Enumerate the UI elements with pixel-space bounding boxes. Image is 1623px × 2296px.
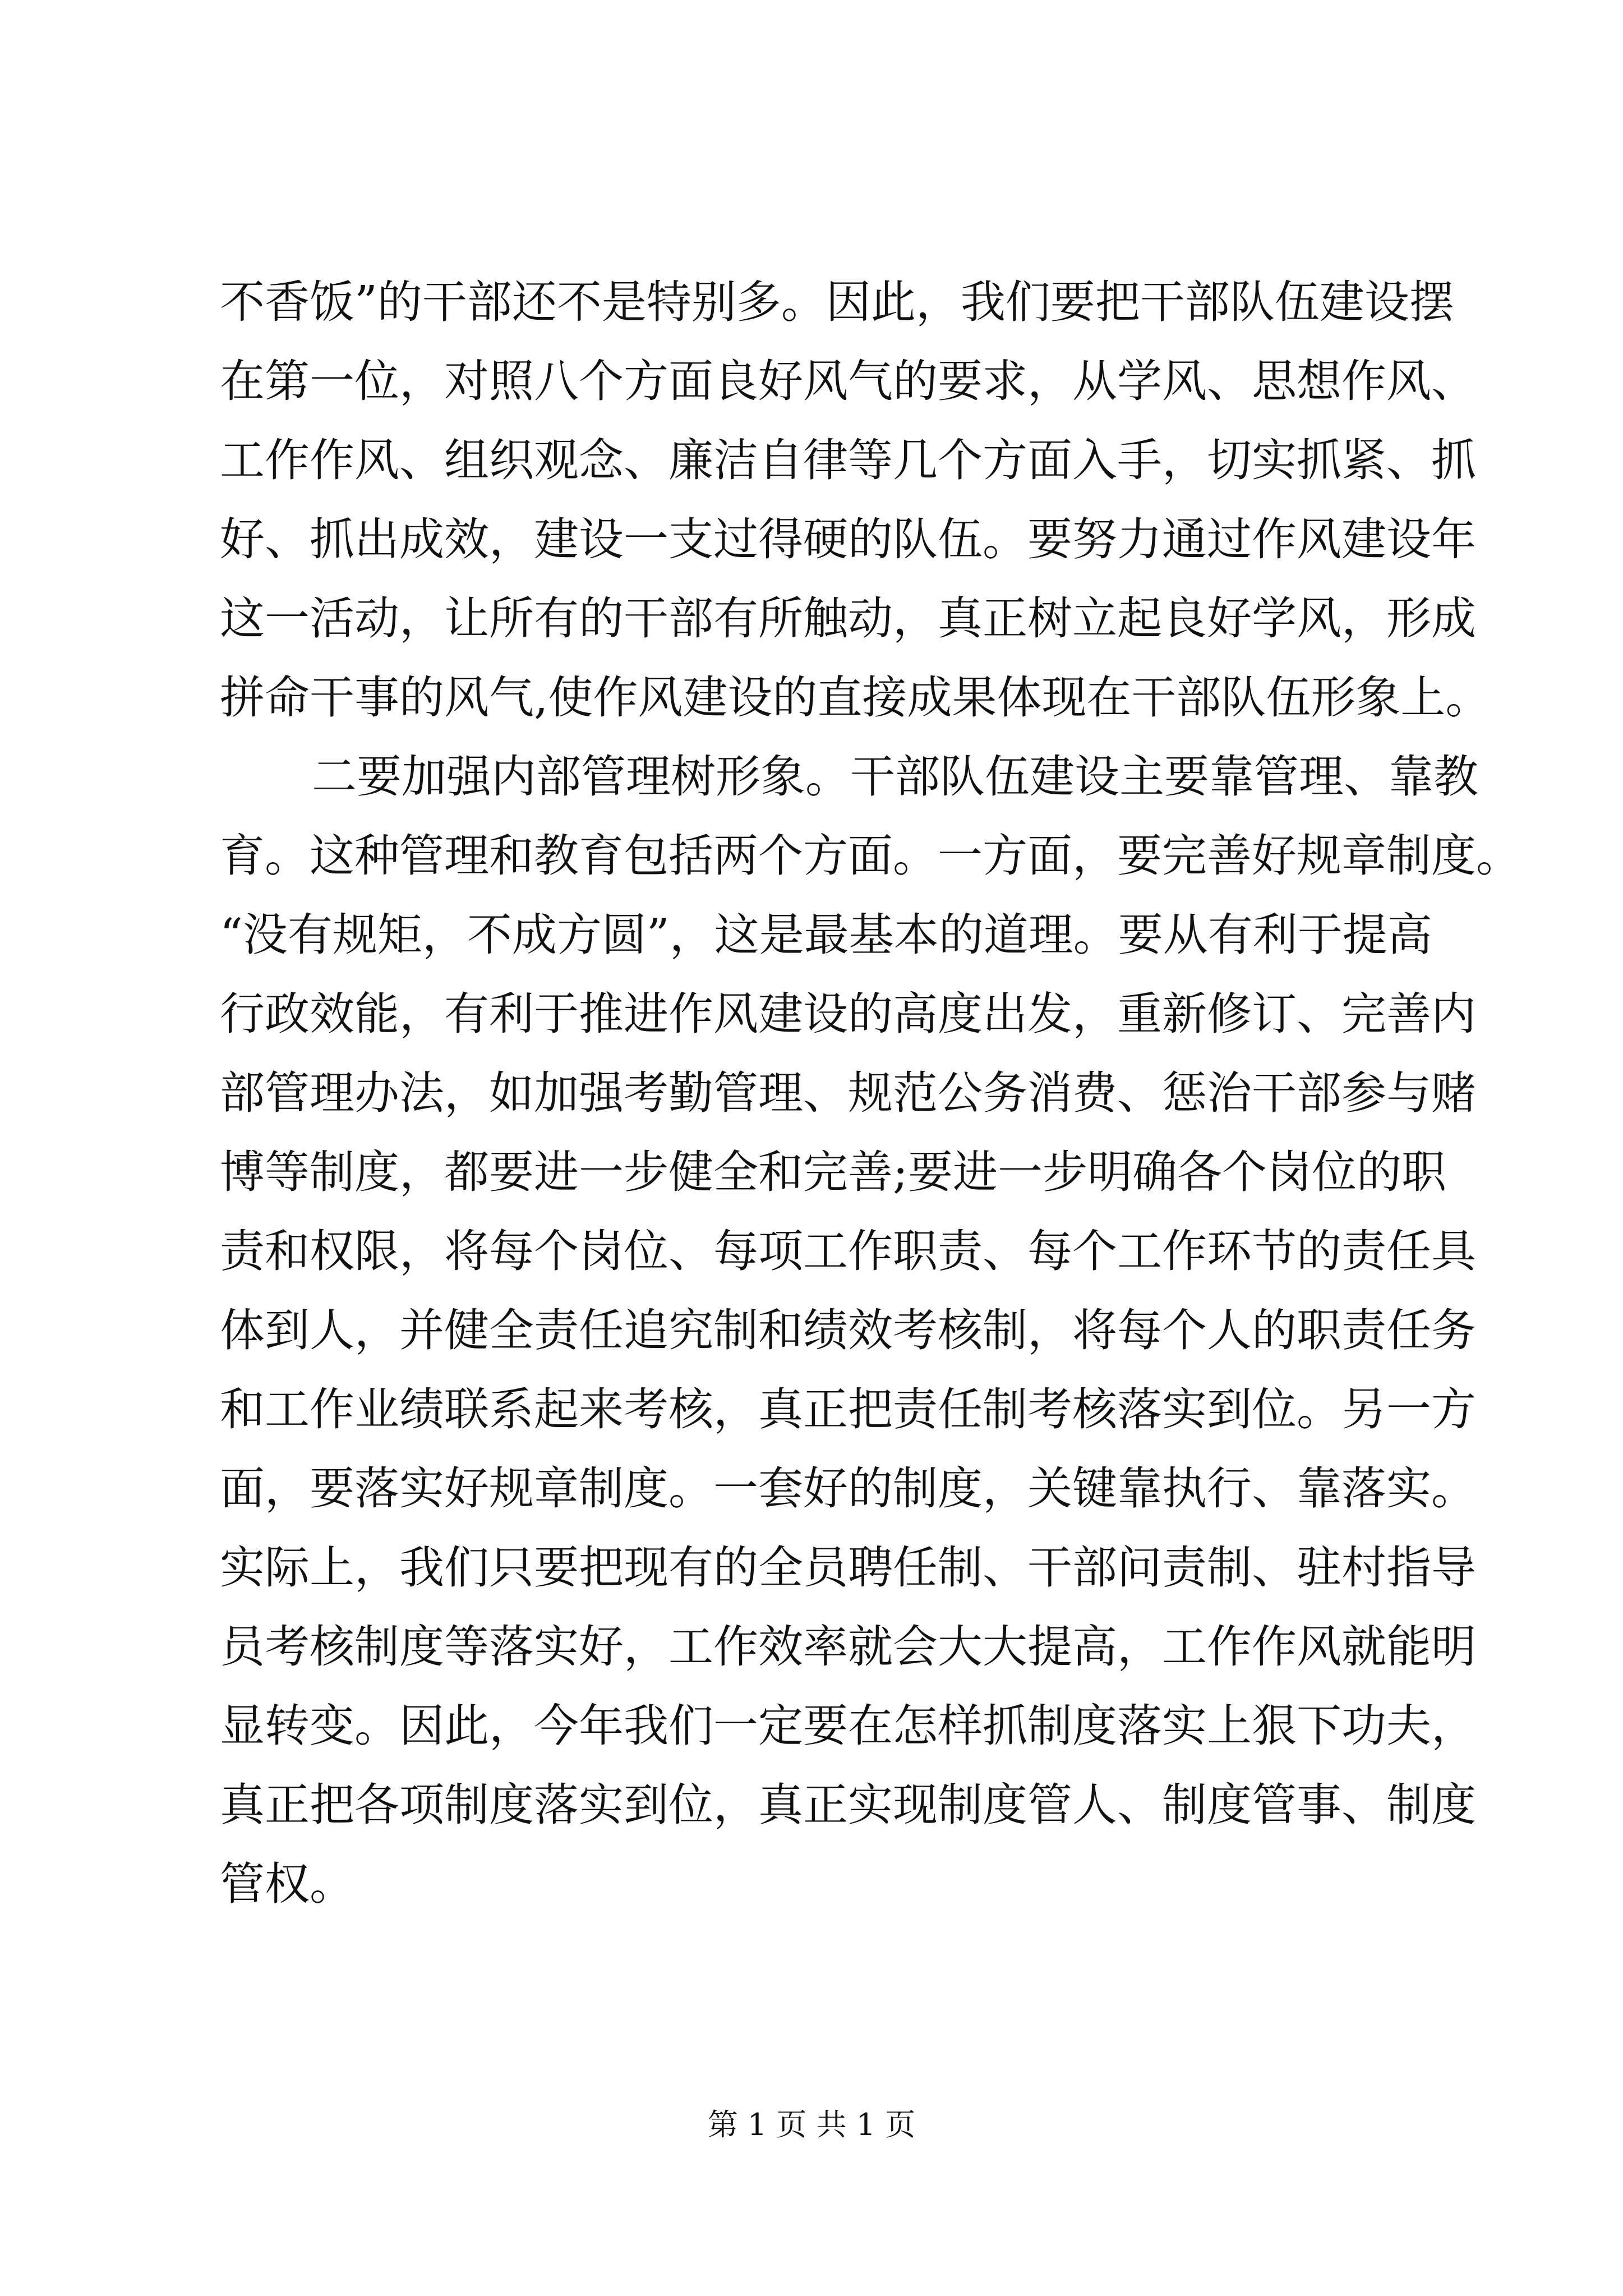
text-line: 在第一位，对照八个方面良好风气的要求，从学风、思想作风、 bbox=[220, 355, 1476, 407]
text-line: 不香饭”的干部还不是特别多。因此，我们要把干部队伍建设摆 bbox=[220, 276, 1454, 328]
text-line: 体到人，并健全责任追究制和绩效考核制，将每个人的职责任务 bbox=[220, 1304, 1476, 1356]
text-line: 工作作风、组织观念、廉洁自律等几个方面入手，切实抓紧、抓 bbox=[220, 434, 1476, 486]
text-line: 员考核制度等落实好，工作效率就会大大提高，工作作风就能明 bbox=[220, 1621, 1476, 1673]
page-footer: 第 1 页 共 1 页 bbox=[707, 2107, 916, 2142]
text-line: 好、抓出成效，建设一支过得硬的队伍。要努力通过作风建设年 bbox=[220, 513, 1476, 565]
text-line: 面，要落实好规章制度。一套好的制度，关键靠执行、靠落实。 bbox=[220, 1462, 1476, 1515]
text-line: 显转变。因此，今年我们一定要在怎样抓制度落实上狠下功夫， bbox=[220, 1700, 1476, 1752]
paragraph-first-line: 二要加强内部管理树形象。干部队伍建设主要靠管理、靠教 bbox=[312, 751, 1478, 803]
text-line: “没有规矩，不成方圆”，这是最基本的道理。要从有利于提高 bbox=[220, 909, 1432, 961]
text-line: 博等制度，都要进一步健全和完善;要进一步明确各个岗位的职 bbox=[220, 1146, 1446, 1198]
text-line: 管权。 bbox=[220, 1858, 354, 1910]
body-text bbox=[220, 263, 1521, 1924]
text-line: 真正把各项制度落实到位，真正实现制度管人、制度管事、制度 bbox=[220, 1779, 1476, 1831]
text-line: 实际上，我们只要把现有的全员聘任制、干部问责制、驻村指导 bbox=[220, 1542, 1476, 1594]
text-line: 和工作业绩联系起来考核，真正把责任制考核落实到位。另一方 bbox=[220, 1383, 1476, 1435]
text-line: 拼命干事的风气,使作风建设的直接成果体现在干部队伍形象上。 bbox=[220, 671, 1491, 724]
text-line: 这一活动，让所有的干部有所触动，真正树立起良好学风，形成 bbox=[220, 592, 1476, 645]
text-line: 责和权限，将每个岗位、每项工作职责、每个工作环节的责任具 bbox=[220, 1225, 1476, 1277]
text-line: 育。这种管理和教育包括两个方面。一方面，要完善好规章制度。 bbox=[220, 830, 1521, 882]
text-line: 行政效能，有利于推进作风建设的高度出发，重新修订、完善内 bbox=[220, 988, 1476, 1040]
text-line: 部管理办法，如加强考勤管理、规范公务消费、惩治干部参与赌 bbox=[220, 1067, 1476, 1119]
